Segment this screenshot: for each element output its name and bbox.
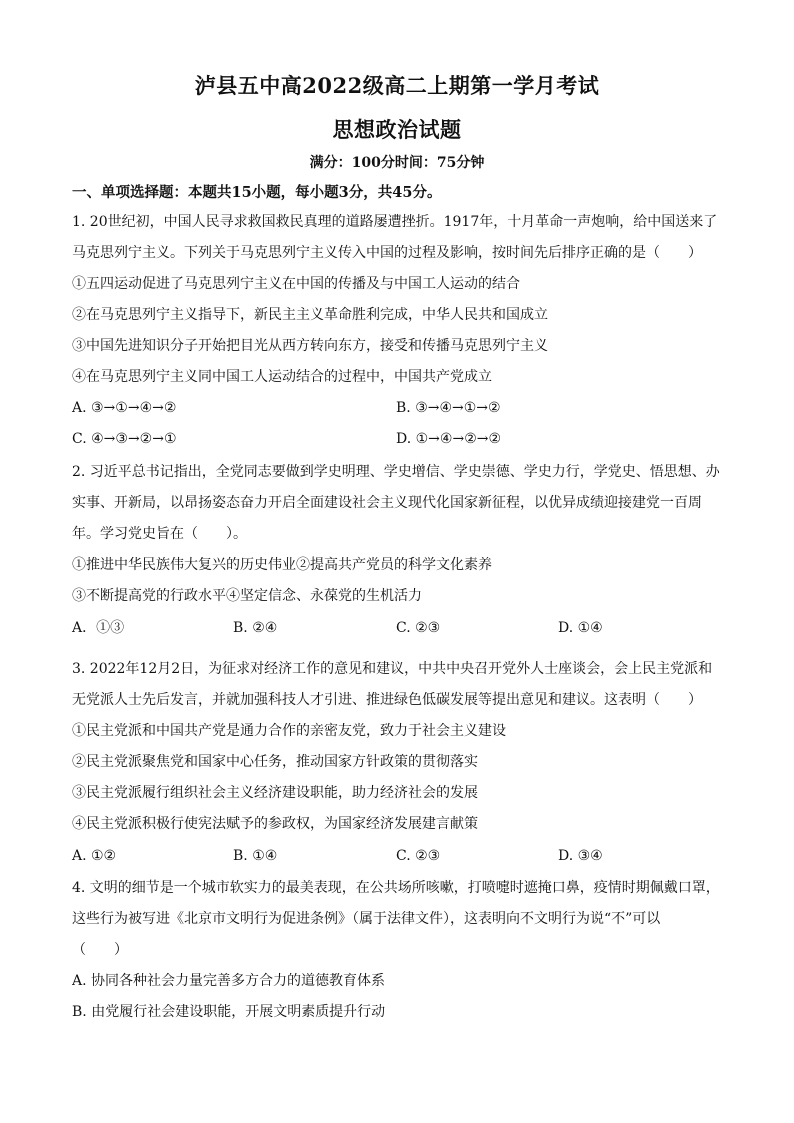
q2-option-b: B. ②④ xyxy=(233,620,278,636)
q1-option-a: A. ③→①→④→② xyxy=(72,400,177,416)
q4-option-b: B. 由党履行社会建设职能，开展文明素质提升行动 xyxy=(72,1004,386,1020)
q1-statement-4: ④在马克思列宁主义同中国工人运动结合的过程中，中国共产党成立 xyxy=(72,369,492,385)
q2-option-d: D. ①④ xyxy=(558,620,603,636)
q3-option-d: D. ③④ xyxy=(558,848,603,864)
q1-stem-line-2: 马克思列宁主义。下列关于马克思列宁主义传入中国的过程及影响，按时间先后排序正确的是（ ） xyxy=(72,245,702,261)
q3-statement-3: ③民主党派履行组织社会主义经济建设职能，助力经济社会的发展 xyxy=(72,785,478,801)
q3-statement-4: ④民主党派积极行使宪法赋予的参政权，为国家经济发展建言献策 xyxy=(72,816,478,832)
q1-option-b: B. ③→④→①→② xyxy=(396,400,501,416)
score-time-info: 满分：100分时间：75分钟 xyxy=(309,155,485,171)
exam-subject: 思想政治试题 xyxy=(332,117,462,142)
q3-option-a: A. ①② xyxy=(72,848,117,864)
q2-stem-line-2: 实事、开新局，以昂扬姿态奋力开启全面建设社会主义现代化国家新征程，以优异成绩迎接建党一百周 xyxy=(72,495,702,511)
q1-statement-1: ①五四运动促进了马克思列宁主义在中国的传播及与中国工人运动的结合 xyxy=(72,276,520,292)
section-heading: 一、单项选择题：本题共15小题，每小题3分，共45分。 xyxy=(72,184,442,201)
q2-statements-1: ①推进中华民族伟大复兴的历史伟业②提高共产党员的科学文化素养 xyxy=(72,557,492,573)
q3-statement-2: ②民主党派聚焦党和国家中心任务，推动国家方针政策的贯彻落实 xyxy=(72,754,478,770)
q4-stem-line-1: 4. 文明的细节是一个城市软实力的最美表现，在公共场所咳嗽，打喷嚏时遮掩口鼻，疫情时期佩戴口罩， xyxy=(72,880,720,896)
q1-statement-2: ②在马克思列宁主义指导下，新民主主义革命胜利完成，中华人民共和国成立 xyxy=(72,307,548,323)
q2-stem-line-1: 2. 习近平总书记指出，全党同志要做到学史明理、学史增信、学史崇德、学史力行，学党史、悟思想、办 xyxy=(72,464,720,480)
q2-statements-2: ③不断提高党的行政水平④坚定信念、永葆党的生机活力 xyxy=(72,588,422,604)
q2-option-a: A．①③ xyxy=(72,620,125,636)
exam-title: 泸县五中高2022级高二上期第一学月考试 xyxy=(194,73,600,98)
q1-option-c: C. ④→③→②→① xyxy=(72,431,177,447)
q1-option-d: D. ①→④→②→② xyxy=(396,431,502,447)
q4-option-a: A. 协同各种社会力量完善多方合力的道德教育体系 xyxy=(72,973,386,989)
q4-answer-bracket: （ ） xyxy=(72,942,128,958)
q1-statement-3: ③中国先进知识分子开始把目光从西方转向东方，接受和传播马克思列宁主义 xyxy=(72,338,548,354)
q2-option-c: C. ②③ xyxy=(396,620,441,636)
q2-stem-line-3: 年。学习党史旨在（ ）。 xyxy=(72,526,247,542)
q3-option-b: B. ①④ xyxy=(233,848,278,864)
q3-statement-1: ①民主党派和中国共产党是通力合作的亲密友党，致力于社会主义建设 xyxy=(72,723,506,739)
q3-stem-line-2: 无党派人士先后发言，并就加强科技人才引进、推进绿色低碳发展等提出意见和建议。这表明（ ） xyxy=(72,692,702,708)
q3-stem-line-1: 3. 2022年12月2日，为征求对经济工作的意见和建议，中共中央召开党外人士座谈会，会上民主党派和 xyxy=(72,661,713,677)
q1-stem-line-1: 1. 20世纪初，中国人民寻求救国救民真理的道路屡遭挫折。1917年，十月革命一声炮响，给中国送来了 xyxy=(72,214,718,230)
q4-stem-line-2: 这些行为被写进《北京市文明行为促进条例》（属于法律文件），这表明向不文明行为说“不”可以 xyxy=(72,911,661,927)
q3-option-c: C. ②③ xyxy=(396,848,441,864)
